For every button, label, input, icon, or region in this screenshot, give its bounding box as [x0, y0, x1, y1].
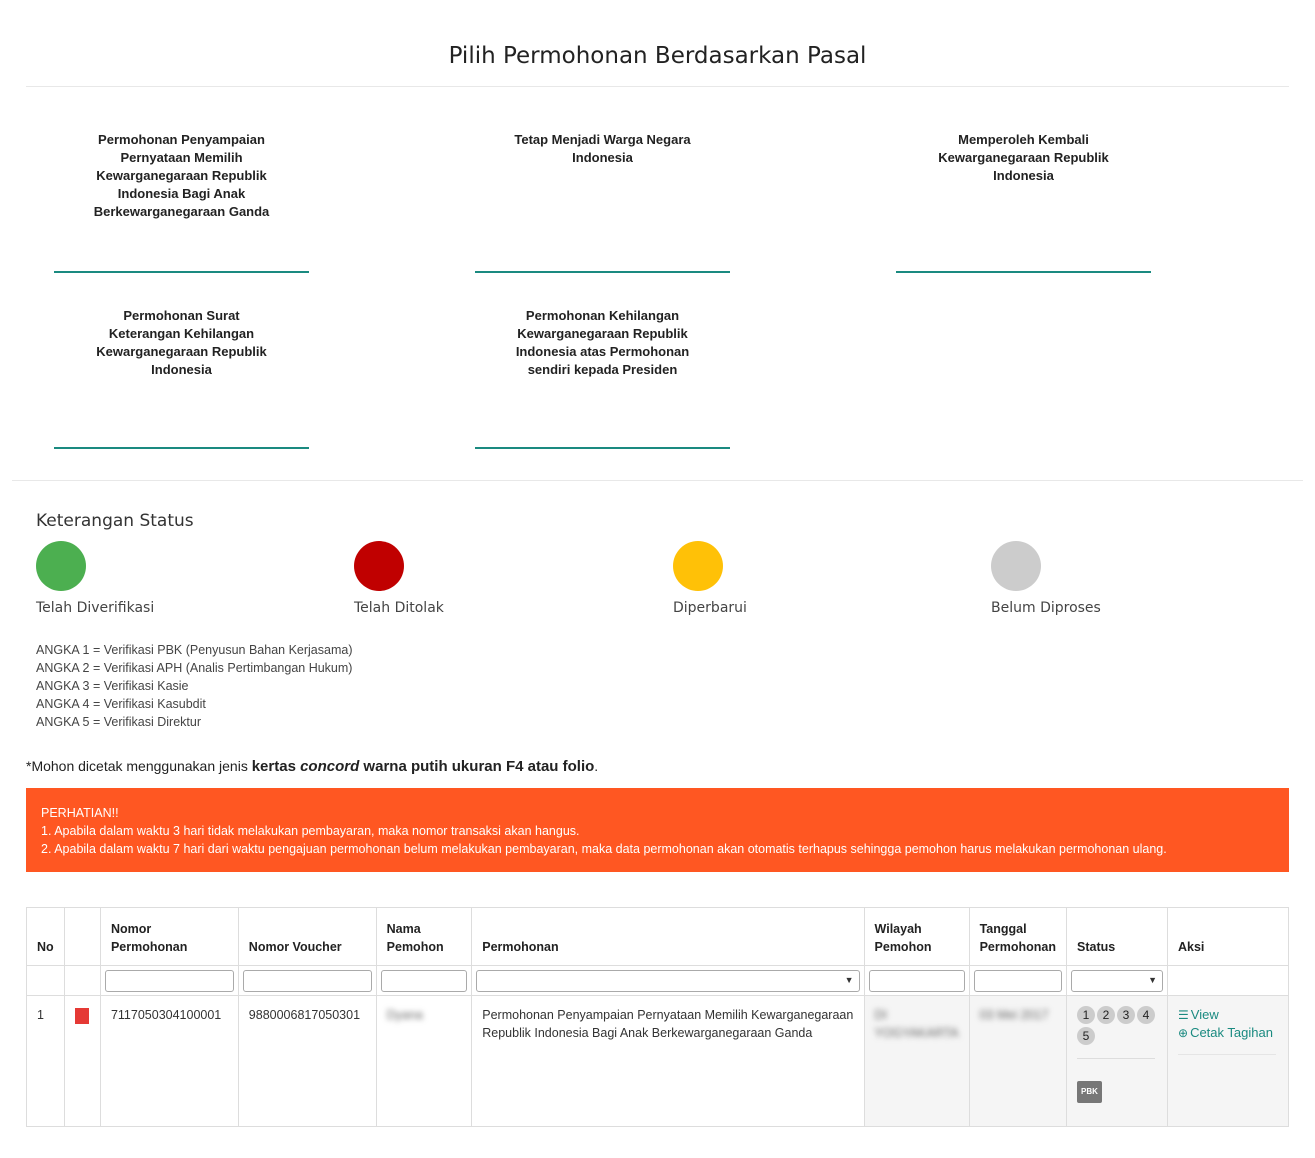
step-explanation: ANGKA 4 = Verifikasi Kasubdit	[36, 697, 206, 711]
page-title: Pilih Permohonan Berdasarkan Pasal	[448, 43, 867, 70]
step-explanation-list	[36, 641, 352, 731]
legend-updated	[673, 541, 747, 616]
column-header-flag	[64, 908, 100, 966]
status-step-2: 2	[1097, 1006, 1115, 1024]
list-icon: ☰	[1178, 1008, 1189, 1022]
filter-status-select[interactable]	[1071, 970, 1163, 992]
legend-label: Belum Diproses	[991, 600, 1101, 616]
card-memperoleh-kembali[interactable]	[896, 131, 1151, 273]
legend-pending	[991, 541, 1101, 616]
column-header-nomor-voucher[interactable]: Nomor Voucher	[238, 908, 376, 966]
print-note-bold: warna putih ukuran F4 atau folio	[359, 758, 595, 775]
status-step-3: 3	[1117, 1006, 1135, 1024]
column-header-no[interactable]: No	[27, 908, 65, 966]
card-kehilangan-kewarganegaraan[interactable]	[475, 307, 730, 449]
tanggal-value: 03 Mei 2017	[979, 1008, 1049, 1022]
print-note-suffix: .	[594, 758, 599, 774]
cell-aksi	[1168, 996, 1289, 1127]
cell-tanggal-permohonan	[969, 996, 1066, 1127]
status-step-4: 4	[1137, 1006, 1155, 1024]
card-label: Permohonan Surat Keterangan Kehilangan Kewarganegaraan Republik Indonesia	[96, 308, 267, 377]
card-label: Memperoleh Kembali Kewarganegaraan Republik Indonesia	[938, 132, 1109, 183]
alert-line: 1. Apabila dalam waktu 3 hari tidak melakukan pembayaran, maka nomor transaksi akan hangus.	[41, 824, 580, 838]
table-row	[27, 996, 1289, 1127]
cell-nama-pemohon	[376, 996, 472, 1127]
status-step-1: 1	[1077, 1006, 1095, 1024]
status-badge: PBK	[1077, 1081, 1102, 1103]
legend-verified	[36, 541, 155, 616]
legend-label: Telah Diverifikasi	[36, 600, 155, 616]
column-header-permohonan[interactable]: Permohonan	[472, 908, 864, 966]
card-pernyataan-memilih[interactable]	[54, 131, 309, 273]
column-header-nomor-permohonan[interactable]: Nomor Permohonan	[100, 908, 238, 966]
cetak-tagihan-link[interactable]	[1178, 1024, 1278, 1042]
cell-permohonan: Permohonan Penyampaian Pernyataan Memilih Kewarganegaraan Republik Indonesia Bagi Anak Berkewarganegaraan Ganda	[472, 996, 864, 1127]
print-note-italic: concord	[300, 758, 360, 775]
step-explanation: ANGKA 3 = Verifikasi Kasie	[36, 679, 189, 693]
wilayah-value: DI YOGYAKARTA	[874, 1008, 959, 1040]
status-step-5: 5	[1077, 1027, 1095, 1045]
status-dot-green	[36, 541, 86, 591]
cell-nomor-voucher: 9880006817050301	[238, 996, 376, 1127]
column-header-status[interactable]: Status	[1067, 908, 1168, 966]
status-dot-red	[354, 541, 404, 591]
step-explanation: ANGKA 5 = Verifikasi Direktur	[36, 715, 201, 729]
legend-title: Keterangan Status	[36, 511, 194, 531]
filter-wilayah-input[interactable]	[869, 970, 965, 992]
column-header-tanggal-permohonan[interactable]: Tanggal Permohonan	[969, 908, 1066, 966]
alert-title: PERHATIAN!!	[41, 806, 119, 820]
card-label: Tetap Menjadi Warga Negara Indonesia	[514, 132, 691, 165]
filter-cell	[1067, 966, 1168, 996]
download-circle-icon: ⊕	[1178, 1026, 1189, 1040]
filter-cell-empty	[64, 966, 100, 996]
cell-wilayah-pemohon	[864, 996, 969, 1127]
divider	[12, 480, 1303, 481]
divider	[26, 86, 1289, 87]
filter-cell	[100, 966, 238, 996]
filter-nomor-voucher-input[interactable]	[243, 970, 372, 992]
filter-cell	[238, 966, 376, 996]
status-dot-gray	[991, 541, 1041, 591]
divider	[1077, 1058, 1155, 1059]
filter-cell-empty	[1168, 966, 1289, 996]
print-note-emphasis	[252, 758, 595, 775]
card-label: Permohonan Penyampaian Pernyataan Memilih Kewarganegaraan Republik Indonesia Bagi Anak Berkewarganegaraan Ganda	[93, 132, 270, 219]
column-header-aksi: Aksi	[1168, 908, 1289, 966]
cell-no: 1	[27, 996, 65, 1127]
cell-status	[1067, 996, 1168, 1127]
step-explanation: ANGKA 2 = Verifikasi APH (Analis Pertimbangan Hukum)	[36, 661, 353, 675]
filter-nama-pemohon-input[interactable]	[381, 970, 468, 992]
cell-flag	[64, 996, 100, 1127]
filter-tanggal-input[interactable]	[974, 970, 1062, 992]
legend-label: Diperbarui	[673, 600, 747, 616]
print-note-bold: kertas	[251, 758, 301, 775]
nama-pemohon-value: Dyana	[386, 1008, 423, 1022]
filter-cell	[969, 966, 1066, 996]
filter-permohonan-select[interactable]	[476, 970, 859, 992]
card-tetap-wni[interactable]	[475, 131, 730, 273]
filter-cell-empty	[27, 966, 65, 996]
legend-rejected	[354, 541, 444, 616]
filter-cell	[472, 966, 864, 996]
filter-cell	[376, 966, 472, 996]
card-label: Permohonan Kehilangan Kewarganegaraan Republik Indonesia atas Permohonan sendiri kepada Presiden	[515, 308, 690, 377]
view-link[interactable]	[1178, 1006, 1278, 1024]
alert-line: 2. Apabila dalam waktu 7 hari dari waktu pengajuan permohonan belum melakukan pembayaran, maka data permohonan akan otomatis terhapus sehingga pemohon harus melakukan permohonan ulang.	[41, 842, 1167, 856]
column-header-wilayah-pemohon[interactable]: Wilayah Pemohon	[864, 908, 969, 966]
step-explanation: ANGKA 1 = Verifikasi PBK (Penyusun Bahan Kerjasama)	[36, 643, 353, 657]
print-note-prefix: *Mohon dicetak menggunakan jenis	[26, 758, 252, 774]
filter-nomor-permohonan-input[interactable]	[105, 970, 234, 992]
divider	[1178, 1054, 1276, 1055]
status-dot-yellow	[673, 541, 723, 591]
warning-alert	[26, 788, 1289, 872]
legend-label: Telah Ditolak	[354, 600, 444, 616]
card-surat-keterangan-kehilangan[interactable]	[54, 307, 309, 449]
view-label: View	[1190, 1007, 1219, 1022]
cell-nomor-permohonan: 7117050304100001	[100, 996, 238, 1127]
filter-cell	[864, 966, 969, 996]
cetak-tagihan-label: Cetak Tagihan	[1190, 1025, 1273, 1040]
applications-table	[26, 907, 1289, 1127]
column-header-nama-pemohon[interactable]: Nama Pemohon	[376, 908, 472, 966]
status-flag-icon	[75, 1008, 89, 1024]
status-steps	[1077, 1006, 1157, 1048]
print-note	[26, 758, 598, 775]
